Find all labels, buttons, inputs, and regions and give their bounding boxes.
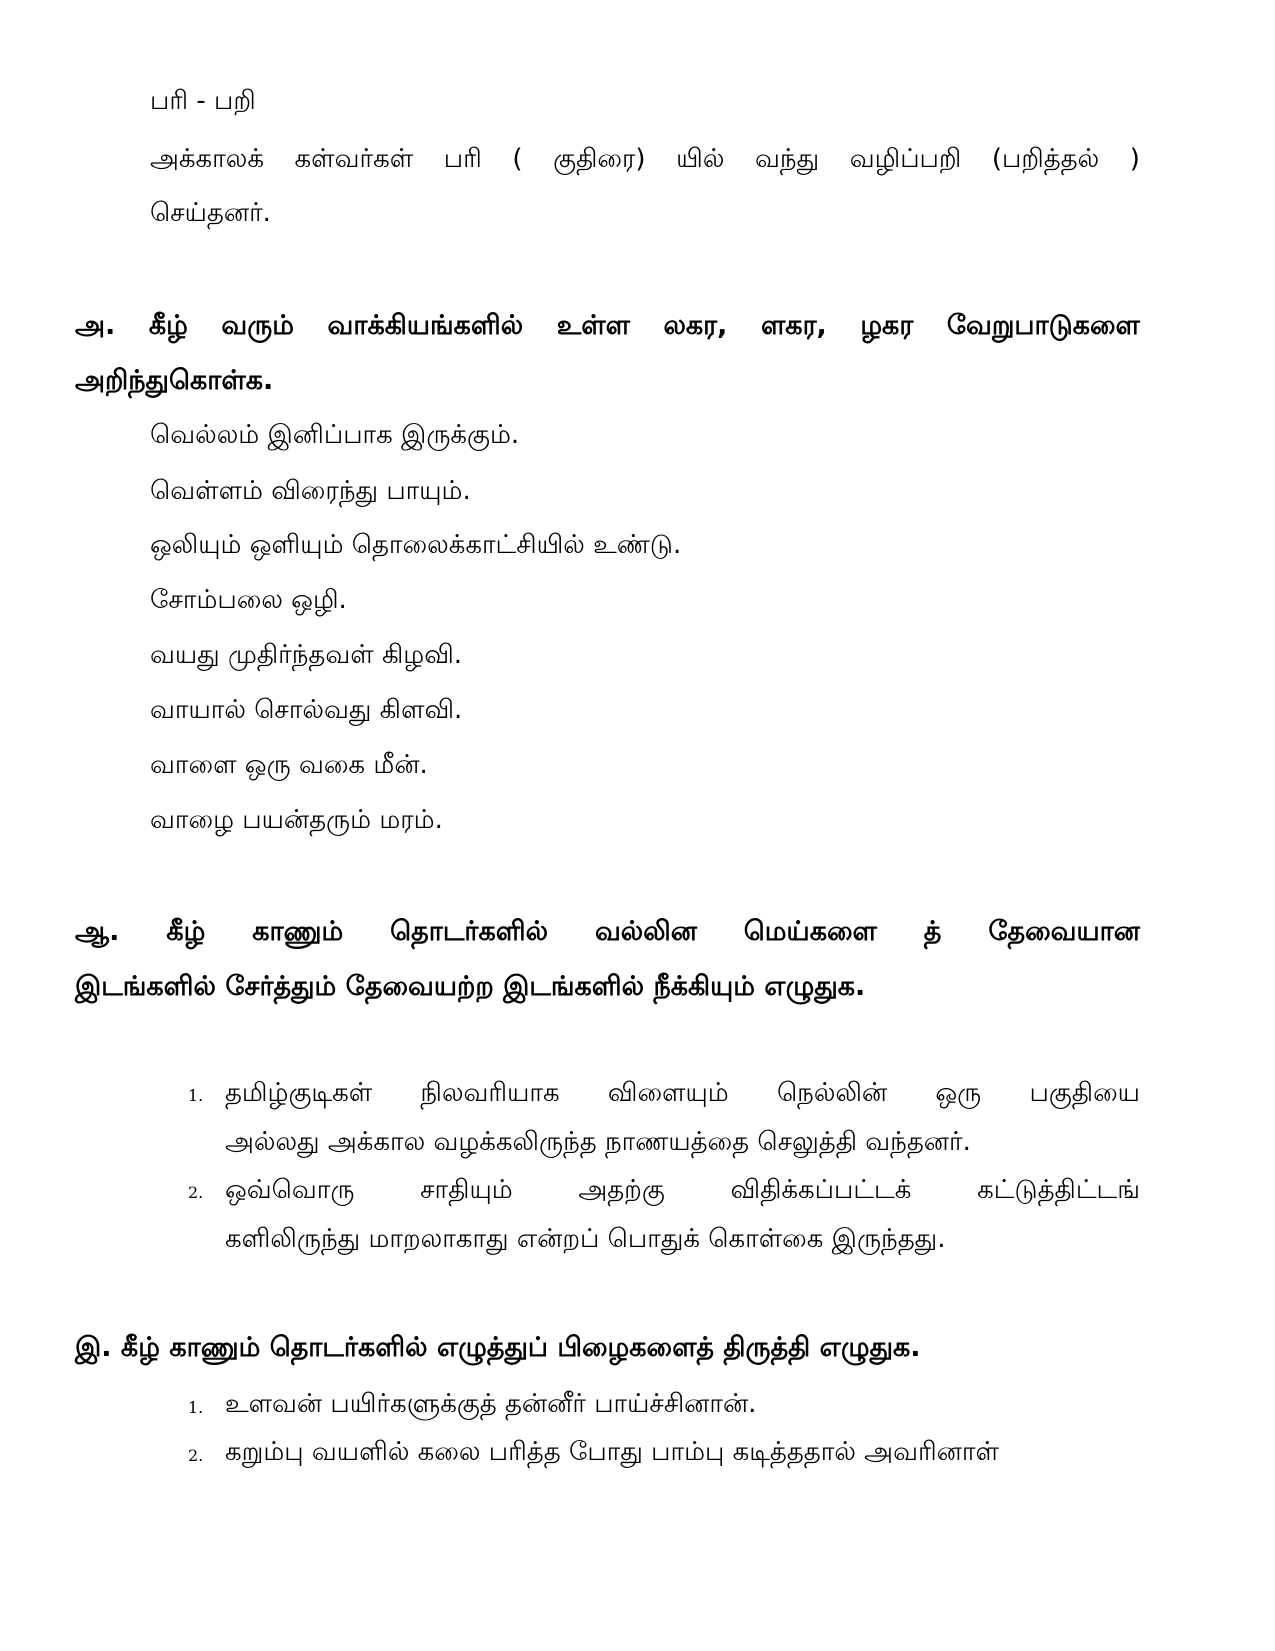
example-sentence-line2: செய்தனர். [150,198,271,228]
word: அக்காலக் [150,144,264,174]
word: வரும் [221,310,294,341]
word: கட்டுத்திட்டங் [977,1175,1140,1205]
word: தொடர்களில் [390,916,549,947]
word: விளையும் [607,1078,729,1108]
section-a-heading-line1 [75,312,1140,339]
section-i-heading: இ. கீழ் காணும் தொடர்களில் எழுத்துப் பிழைகளைத் திருத்தி எழுதுக. [75,1332,921,1363]
section-a-sentence: சோம்பலை ஒழி. [150,585,347,615]
item-line2: களிலிருந்து மாறலாகாது என்றப் பொதுக் கொள்கை இருந்தது. [225,1224,946,1254]
word: லகர, [663,310,728,341]
section-a-sentence: வாளை ஒரு வகை மீன். [150,750,428,780]
item-number: 1. [188,1398,204,1417]
word: பரி [443,144,482,174]
word: மெய்களை [743,916,877,947]
word: பகுதியை [1029,1078,1140,1108]
word: நிலவரியாக [420,1078,560,1108]
word: ) [1129,144,1140,174]
section-a-sentence: ஒலியும் ஒளியும் தொலைக்காட்சியில் உண்டு. [150,530,682,560]
section-a-sentence: வயது முதிர்ந்தவள் கிழவி. [150,640,463,670]
word: வழிப்பறி [849,144,962,174]
word: தேவையான [988,916,1140,947]
section-a-sentence: வெள்ளம் விரைந்து பாயும். [150,476,471,506]
word: ளகர, [760,310,827,341]
word: உள்ள [556,310,630,341]
word-pair: பரி - பறி [150,86,256,116]
item-line2: அல்லது அக்கால வழக்கலிருந்த நாணயத்தை செலுத்தி வந்தனர். [225,1127,971,1157]
section-aa-heading-line1 [75,918,1140,945]
word: ழகர [860,310,914,341]
word: கீழ் [148,310,188,341]
word: ஒரு [935,1078,982,1108]
word: அ. [75,310,116,341]
item-line1 [225,1175,1140,1208]
section-a-heading-line2: அறிந்துகொள்க. [75,365,274,396]
word: கீழ் [166,916,206,947]
word: அதற்கு [578,1175,665,1205]
word: நெல்லின் [776,1078,888,1108]
word: வாக்கியங்களில் [327,310,524,341]
word: வல்லின [594,916,697,947]
word: ஆ. [75,916,120,947]
item-number: 1. [188,1086,204,1105]
word: த் [923,916,942,947]
item-text: கறும்பு வயளில் கலை பரித்த போது பாம்பு கடித்ததால் அவரினாள் [225,1437,999,1467]
word: விதிக்கப்பட்டக் [730,1175,912,1205]
word: தமிழ்குடிகள் [225,1078,373,1108]
word: சாதியும் [420,1175,513,1205]
example-sentence-line1 [150,146,1140,172]
word: வேறுபாடுகளை [946,310,1140,341]
word: ( [512,144,523,174]
item-text: உளவன் பயிர்களுக்குத் தன்னீர் பாய்ச்சினான். [225,1389,757,1419]
word: யில் [676,144,725,174]
section-aa-heading-line2: இடங்களில் சேர்த்தும் தேவையற்ற இடங்களில் நீக்கியும் எழுதுக. [75,971,866,1002]
word: வந்து [755,144,820,174]
section-a-sentence: வாயால் சொல்வது கிளவி. [150,695,463,725]
item-number: 2. [188,1183,204,1202]
word: காணும் [252,916,344,947]
word: ஒவ்வொரு [225,1175,355,1205]
section-a-sentence: வாழை பயன்தரும் மரம். [150,805,443,835]
section-a-sentence: வெல்லம் இனிப்பாக இருக்கும். [150,420,520,450]
word: குதிரை) [553,144,646,174]
item-line1 [225,1078,1140,1111]
word: கள்வர்கள் [294,144,414,174]
item-number: 2. [188,1446,204,1465]
word: (பறித்தல் [991,144,1100,174]
